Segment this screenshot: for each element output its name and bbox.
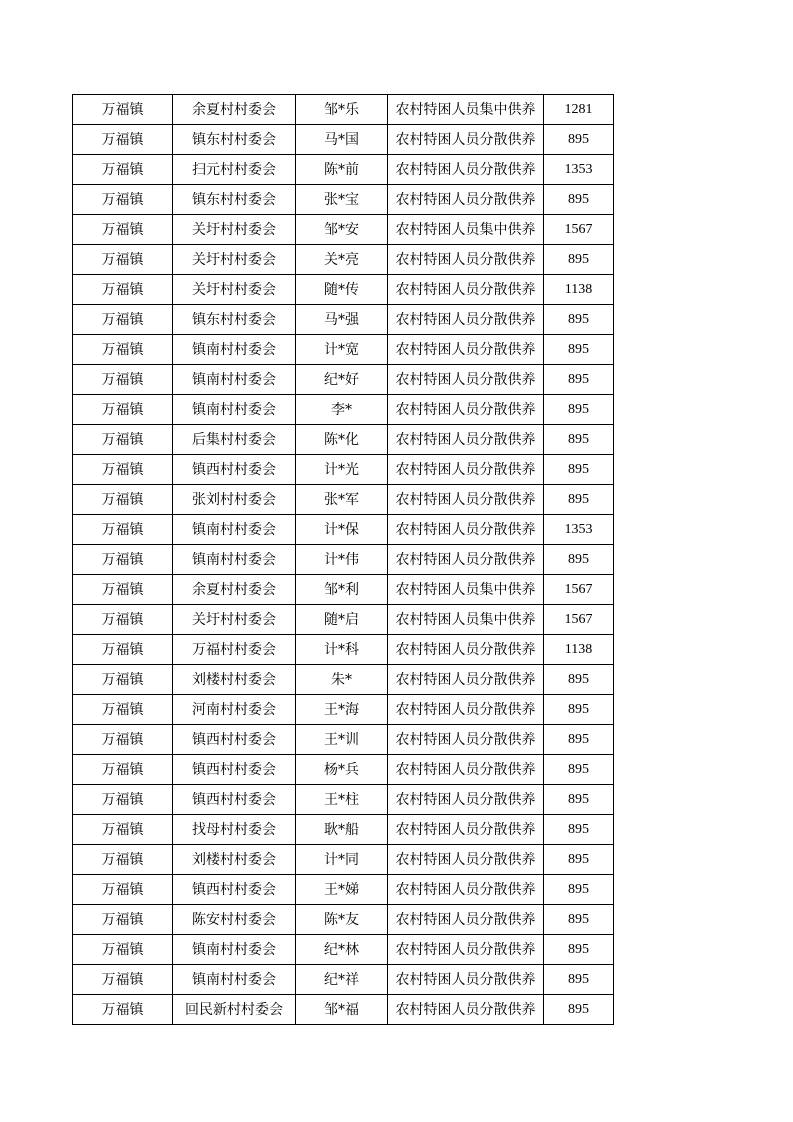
table-body bbox=[73, 95, 614, 1025]
recipient-name-cell: 马*国 bbox=[296, 125, 388, 155]
town-cell: 万福镇 bbox=[73, 275, 173, 305]
amount-cell: 895 bbox=[544, 455, 614, 485]
support-category-cell: 农村特困人员分散供养 bbox=[388, 485, 544, 515]
town-cell: 万福镇 bbox=[73, 515, 173, 545]
village-committee-cell: 扫元村村委会 bbox=[173, 155, 296, 185]
amount-cell: 895 bbox=[544, 545, 614, 575]
amount-cell: 1138 bbox=[544, 635, 614, 665]
town-cell: 万福镇 bbox=[73, 905, 173, 935]
table-row bbox=[73, 845, 614, 875]
amount-cell: 895 bbox=[544, 695, 614, 725]
town-cell: 万福镇 bbox=[73, 125, 173, 155]
table-row bbox=[73, 725, 614, 755]
town-cell: 万福镇 bbox=[73, 185, 173, 215]
town-cell: 万福镇 bbox=[73, 755, 173, 785]
support-category-cell: 农村特困人员分散供养 bbox=[388, 335, 544, 365]
support-category-cell: 农村特困人员分散供养 bbox=[388, 725, 544, 755]
support-category-cell: 农村特困人员分散供养 bbox=[388, 245, 544, 275]
town-cell: 万福镇 bbox=[73, 665, 173, 695]
amount-cell: 895 bbox=[544, 335, 614, 365]
village-committee-cell: 刘楼村村委会 bbox=[173, 845, 296, 875]
table-row bbox=[73, 515, 614, 545]
village-committee-cell: 镇西村村委会 bbox=[173, 725, 296, 755]
recipient-name-cell: 朱* bbox=[296, 665, 388, 695]
support-category-cell: 农村特困人员分散供养 bbox=[388, 185, 544, 215]
table-row bbox=[73, 215, 614, 245]
recipient-name-cell: 李* bbox=[296, 395, 388, 425]
recipient-name-cell: 邹*安 bbox=[296, 215, 388, 245]
town-cell: 万福镇 bbox=[73, 785, 173, 815]
amount-cell: 1281 bbox=[544, 95, 614, 125]
table-row bbox=[73, 365, 614, 395]
table-row bbox=[73, 155, 614, 185]
town-cell: 万福镇 bbox=[73, 575, 173, 605]
recipient-name-cell: 计*伟 bbox=[296, 545, 388, 575]
village-committee-cell: 找母村村委会 bbox=[173, 815, 296, 845]
village-committee-cell: 河南村村委会 bbox=[173, 695, 296, 725]
table-row bbox=[73, 785, 614, 815]
recipient-name-cell: 陈*前 bbox=[296, 155, 388, 185]
support-category-cell: 农村特困人员分散供养 bbox=[388, 785, 544, 815]
amount-cell: 895 bbox=[544, 245, 614, 275]
table-row bbox=[73, 935, 614, 965]
support-category-cell: 农村特困人员分散供养 bbox=[388, 935, 544, 965]
recipient-name-cell: 张*宝 bbox=[296, 185, 388, 215]
support-category-cell: 农村特困人员集中供养 bbox=[388, 95, 544, 125]
amount-cell: 1567 bbox=[544, 605, 614, 635]
table-row bbox=[73, 965, 614, 995]
support-category-cell: 农村特困人员分散供养 bbox=[388, 875, 544, 905]
recipient-name-cell: 计*同 bbox=[296, 845, 388, 875]
village-committee-cell: 回民新村村委会 bbox=[173, 995, 296, 1025]
amount-cell: 1138 bbox=[544, 275, 614, 305]
recipient-name-cell: 陈*化 bbox=[296, 425, 388, 455]
support-category-cell: 农村特困人员分散供养 bbox=[388, 845, 544, 875]
town-cell: 万福镇 bbox=[73, 365, 173, 395]
village-committee-cell: 张刘村村委会 bbox=[173, 485, 296, 515]
support-category-cell: 农村特困人员分散供养 bbox=[388, 515, 544, 545]
town-cell: 万福镇 bbox=[73, 155, 173, 185]
table-row bbox=[73, 995, 614, 1025]
support-category-cell: 农村特困人员分散供养 bbox=[388, 665, 544, 695]
recipient-name-cell: 关*亮 bbox=[296, 245, 388, 275]
amount-cell: 895 bbox=[544, 725, 614, 755]
support-category-cell: 农村特困人员分散供养 bbox=[388, 365, 544, 395]
town-cell: 万福镇 bbox=[73, 305, 173, 335]
village-committee-cell: 镇西村村委会 bbox=[173, 875, 296, 905]
table-row bbox=[73, 395, 614, 425]
support-category-cell: 农村特困人员集中供养 bbox=[388, 215, 544, 245]
amount-cell: 895 bbox=[544, 395, 614, 425]
recipient-name-cell: 王*训 bbox=[296, 725, 388, 755]
recipient-name-cell: 邹*利 bbox=[296, 575, 388, 605]
village-committee-cell: 万福村村委会 bbox=[173, 635, 296, 665]
village-committee-cell: 镇东村村委会 bbox=[173, 305, 296, 335]
amount-cell: 895 bbox=[544, 185, 614, 215]
village-committee-cell: 余夏村村委会 bbox=[173, 95, 296, 125]
recipient-name-cell: 纪*祥 bbox=[296, 965, 388, 995]
support-category-cell: 农村特困人员分散供养 bbox=[388, 965, 544, 995]
amount-cell: 1567 bbox=[544, 575, 614, 605]
table-row bbox=[73, 455, 614, 485]
amount-cell: 895 bbox=[544, 665, 614, 695]
town-cell: 万福镇 bbox=[73, 485, 173, 515]
table-row bbox=[73, 665, 614, 695]
amount-cell: 895 bbox=[544, 845, 614, 875]
table-row bbox=[73, 275, 614, 305]
table-row bbox=[73, 815, 614, 845]
town-cell: 万福镇 bbox=[73, 995, 173, 1025]
amount-cell: 895 bbox=[544, 755, 614, 785]
support-category-cell: 农村特困人员分散供养 bbox=[388, 815, 544, 845]
support-category-cell: 农村特困人员分散供养 bbox=[388, 455, 544, 485]
table-row bbox=[73, 185, 614, 215]
town-cell: 万福镇 bbox=[73, 215, 173, 245]
town-cell: 万福镇 bbox=[73, 815, 173, 845]
recipient-name-cell: 马*强 bbox=[296, 305, 388, 335]
table-row bbox=[73, 695, 614, 725]
town-cell: 万福镇 bbox=[73, 335, 173, 365]
recipient-name-cell: 纪*好 bbox=[296, 365, 388, 395]
town-cell: 万福镇 bbox=[73, 695, 173, 725]
recipient-name-cell: 杨*兵 bbox=[296, 755, 388, 785]
amount-cell: 895 bbox=[544, 425, 614, 455]
town-cell: 万福镇 bbox=[73, 935, 173, 965]
table-row bbox=[73, 605, 614, 635]
amount-cell: 895 bbox=[544, 125, 614, 155]
support-category-cell: 农村特困人员分散供养 bbox=[388, 125, 544, 155]
recipient-name-cell: 耿*船 bbox=[296, 815, 388, 845]
recipient-name-cell: 陈*友 bbox=[296, 905, 388, 935]
amount-cell: 895 bbox=[544, 365, 614, 395]
village-committee-cell: 镇南村村委会 bbox=[173, 965, 296, 995]
support-category-cell: 农村特困人员分散供养 bbox=[388, 305, 544, 335]
amount-cell: 895 bbox=[544, 305, 614, 335]
village-committee-cell: 镇西村村委会 bbox=[173, 785, 296, 815]
village-committee-cell: 关圩村村委会 bbox=[173, 215, 296, 245]
recipient-name-cell: 邹*乐 bbox=[296, 95, 388, 125]
town-cell: 万福镇 bbox=[73, 845, 173, 875]
table-row bbox=[73, 125, 614, 155]
relief-recipients-table bbox=[72, 94, 614, 1025]
recipient-name-cell: 计*光 bbox=[296, 455, 388, 485]
table-row bbox=[73, 95, 614, 125]
amount-cell: 895 bbox=[544, 935, 614, 965]
town-cell: 万福镇 bbox=[73, 545, 173, 575]
village-committee-cell: 镇南村村委会 bbox=[173, 395, 296, 425]
amount-cell: 895 bbox=[544, 485, 614, 515]
town-cell: 万福镇 bbox=[73, 245, 173, 275]
village-committee-cell: 镇西村村委会 bbox=[173, 755, 296, 785]
village-committee-cell: 陈安村村委会 bbox=[173, 905, 296, 935]
village-committee-cell: 镇南村村委会 bbox=[173, 365, 296, 395]
village-committee-cell: 镇南村村委会 bbox=[173, 335, 296, 365]
town-cell: 万福镇 bbox=[73, 605, 173, 635]
support-category-cell: 农村特困人员分散供养 bbox=[388, 635, 544, 665]
amount-cell: 1567 bbox=[544, 215, 614, 245]
recipient-name-cell: 计*科 bbox=[296, 635, 388, 665]
support-category-cell: 农村特困人员集中供养 bbox=[388, 605, 544, 635]
table-row bbox=[73, 245, 614, 275]
village-committee-cell: 后集村村委会 bbox=[173, 425, 296, 455]
support-category-cell: 农村特困人员分散供养 bbox=[388, 995, 544, 1025]
amount-cell: 1353 bbox=[544, 515, 614, 545]
table-row bbox=[73, 875, 614, 905]
recipient-name-cell: 张*军 bbox=[296, 485, 388, 515]
table-row bbox=[73, 635, 614, 665]
support-category-cell: 农村特困人员分散供养 bbox=[388, 275, 544, 305]
recipient-name-cell: 邹*福 bbox=[296, 995, 388, 1025]
town-cell: 万福镇 bbox=[73, 725, 173, 755]
amount-cell: 1353 bbox=[544, 155, 614, 185]
village-committee-cell: 关圩村村委会 bbox=[173, 605, 296, 635]
amount-cell: 895 bbox=[544, 995, 614, 1025]
support-category-cell: 农村特困人员分散供养 bbox=[388, 425, 544, 455]
recipient-name-cell: 纪*林 bbox=[296, 935, 388, 965]
town-cell: 万福镇 bbox=[73, 455, 173, 485]
village-committee-cell: 镇南村村委会 bbox=[173, 515, 296, 545]
town-cell: 万福镇 bbox=[73, 635, 173, 665]
village-committee-cell: 刘楼村村委会 bbox=[173, 665, 296, 695]
recipient-name-cell: 随*启 bbox=[296, 605, 388, 635]
support-category-cell: 农村特困人员分散供养 bbox=[388, 155, 544, 185]
table-row bbox=[73, 755, 614, 785]
support-category-cell: 农村特困人员分散供养 bbox=[388, 755, 544, 785]
table-row bbox=[73, 485, 614, 515]
village-committee-cell: 镇西村村委会 bbox=[173, 455, 296, 485]
village-committee-cell: 镇南村村委会 bbox=[173, 545, 296, 575]
amount-cell: 895 bbox=[544, 875, 614, 905]
recipient-name-cell: 王*柱 bbox=[296, 785, 388, 815]
village-committee-cell: 关圩村村委会 bbox=[173, 245, 296, 275]
support-category-cell: 农村特困人员分散供养 bbox=[388, 905, 544, 935]
amount-cell: 895 bbox=[544, 965, 614, 995]
table-row bbox=[73, 425, 614, 455]
town-cell: 万福镇 bbox=[73, 95, 173, 125]
village-committee-cell: 镇南村村委会 bbox=[173, 935, 296, 965]
recipient-name-cell: 计*宽 bbox=[296, 335, 388, 365]
support-category-cell: 农村特困人员分散供养 bbox=[388, 545, 544, 575]
recipient-name-cell: 计*保 bbox=[296, 515, 388, 545]
recipient-name-cell: 王*娣 bbox=[296, 875, 388, 905]
support-category-cell: 农村特困人员分散供养 bbox=[388, 395, 544, 425]
recipient-name-cell: 随*传 bbox=[296, 275, 388, 305]
village-committee-cell: 关圩村村委会 bbox=[173, 275, 296, 305]
table-row bbox=[73, 545, 614, 575]
amount-cell: 895 bbox=[544, 905, 614, 935]
town-cell: 万福镇 bbox=[73, 425, 173, 455]
town-cell: 万福镇 bbox=[73, 875, 173, 905]
support-category-cell: 农村特困人员集中供养 bbox=[388, 575, 544, 605]
village-committee-cell: 余夏村村委会 bbox=[173, 575, 296, 605]
table-row bbox=[73, 305, 614, 335]
town-cell: 万福镇 bbox=[73, 395, 173, 425]
table-row bbox=[73, 575, 614, 605]
town-cell: 万福镇 bbox=[73, 965, 173, 995]
amount-cell: 895 bbox=[544, 815, 614, 845]
village-committee-cell: 镇东村村委会 bbox=[173, 185, 296, 215]
table-row bbox=[73, 905, 614, 935]
recipient-name-cell: 王*海 bbox=[296, 695, 388, 725]
village-committee-cell: 镇东村村委会 bbox=[173, 125, 296, 155]
amount-cell: 895 bbox=[544, 785, 614, 815]
support-category-cell: 农村特困人员分散供养 bbox=[388, 695, 544, 725]
table-row bbox=[73, 335, 614, 365]
